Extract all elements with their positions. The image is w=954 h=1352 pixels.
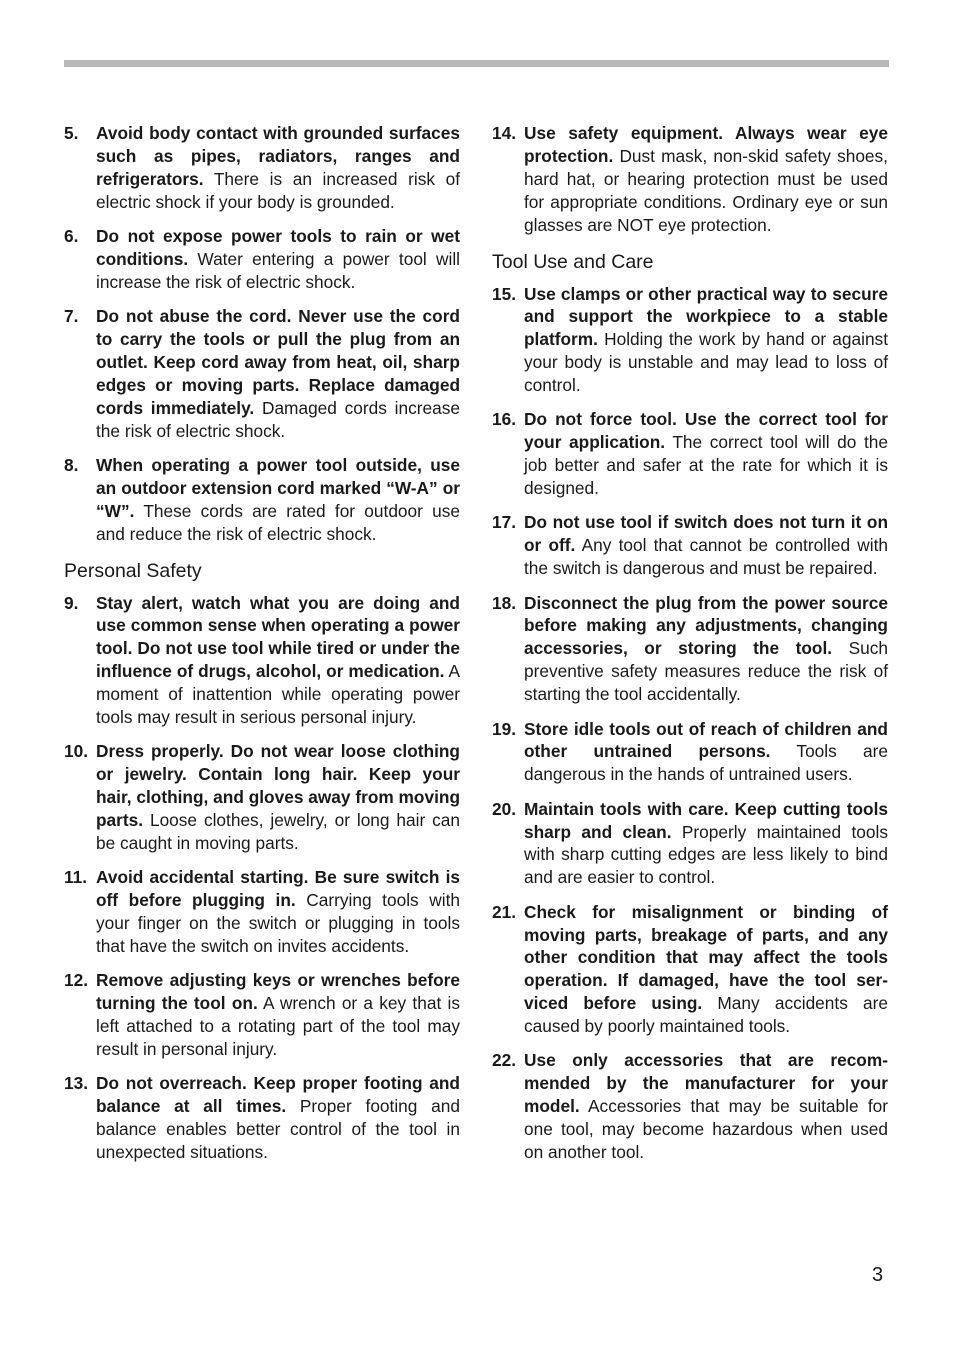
item-bold-text: Maintain tools with care. Keep cutting tools sharp and clean.: [524, 798, 888, 842]
item-bold-text: Avoid accidental starting. Be sure switch is off before plugging in.: [96, 867, 460, 911]
item-number: 6.: [64, 226, 79, 247]
item-body-text: There is an increased risk of electric shock if your body is grounded.: [96, 168, 460, 212]
item-body-text: A moment of inattention while operating power tools may result in serious personal injury.: [96, 661, 460, 728]
item-text: [96, 1072, 460, 1164]
list-item: [492, 408, 888, 500]
item-body-text: Properly maintained tools with sharp cutting edges are less likely to bind and are easier to control.: [524, 821, 888, 888]
right-column: [492, 122, 888, 1175]
item-bold-text: Store idle tools out of reach of children and other untrained persons.: [524, 718, 888, 762]
item-text: [96, 592, 460, 729]
item-body-text: Such preventive safety measures reduce the risk of starting the tool accidentally.: [524, 638, 888, 705]
item-body-text: Water entering a power tool will increase the risk of electric shock.: [96, 248, 460, 292]
item-text: [524, 592, 888, 707]
list-item: [492, 798, 888, 890]
list-item: [64, 866, 460, 958]
item-bold-text: Avoid body contact with grounded surfaces such as pipes, radiators, ranges and refrigerators.: [96, 123, 460, 189]
list-item: [492, 511, 888, 580]
item-bold-text: Use clamps or other practical way to secure and support the workpiece to a stable platform.: [524, 283, 888, 350]
item-number: 10.: [64, 741, 89, 762]
item-number: 7.: [64, 306, 79, 327]
item-number: 12.: [64, 970, 89, 991]
item-text: [96, 305, 460, 442]
item-body-text: Carrying tools with your finger on the switch or plugging in tools that have the switch on invites accidents.: [96, 890, 460, 957]
item-text: [524, 901, 888, 1038]
item-number: 9.: [64, 592, 79, 613]
item-text: [524, 511, 888, 580]
item-bold-text: Check for misalignment or binding of moving parts, breakage of parts, and any other condition that may affect the tools operation. If damaged, have the tool serviced before using.: [524, 901, 888, 1014]
item-text: [524, 283, 888, 398]
item-number: 5.: [64, 123, 79, 143]
list-item: [64, 969, 460, 1061]
item-bold-text: Stay alert, watch what you are doing and use common sense when operating a power tool. Do not use tool while tired or under the influence of drugs, alcohol, or medication.: [96, 592, 460, 682]
section-heading: Tool Use and Care: [492, 250, 654, 273]
item-bold-text: Do not overreach. Keep proper footing and balance at all times.: [96, 1073, 460, 1117]
item-body-text: Tools are dangerous in the hands of untrained users.: [524, 741, 889, 785]
item-bold-text: Use only accessories that are recommended by the manufacturer for your model.: [524, 1050, 888, 1117]
item-bold-text: Do not use tool if switch does not turn it on or off.: [524, 512, 888, 556]
item-bold-text: Do not force tool. Use the correct tool for your application.: [524, 409, 888, 453]
item-body-text: Proper footing and balance enables better control of the tool in unexpected situations.: [96, 1096, 460, 1163]
list-item: [492, 1049, 888, 1164]
list-item: [492, 592, 888, 707]
item-text: [524, 718, 888, 787]
item-text: [96, 740, 460, 855]
item-bold-text: When operating a power tool outside, use an outdoor extension cord marked “W-A” or “W”.: [96, 454, 460, 521]
item-number: 13.: [64, 1073, 89, 1094]
item-text: [96, 454, 460, 546]
item-body-text: The correct tool will do the job better and safer at the rate for which it is designed.: [524, 432, 888, 499]
item-text: [524, 798, 888, 890]
item-text: [96, 122, 460, 214]
item-number: 21.: [492, 901, 517, 922]
item-text: [524, 122, 888, 237]
item-bold-text: Disconnect the plug from the power source before making any adjustments, changing accessories, or storing the tool.: [524, 592, 888, 659]
item-body-text: Loose clothes, jewelry, or long hair can be caught in moving parts.: [96, 810, 460, 854]
list-item: [64, 122, 460, 214]
item-bold-text: Do not expose power tools to rain or wet conditions.: [96, 226, 460, 269]
item-bold-text: Dress properly. Do not wear loose clothing or jewelry. Contain long hair. Keep your hair, clothing, and gloves away from moving parts.: [96, 741, 460, 831]
item-bold-text: Remove adjusting keys or wrenches before turning the tool on.: [96, 970, 460, 1014]
list-item: [64, 1072, 460, 1164]
list-item: [64, 592, 460, 729]
item-body-text: Holding the work by hand or against your body is unstable and may lead to loss of control.: [524, 329, 888, 396]
item-body-text: Accessories that may be suitable for one tool, may become hazardous when used on another tool.: [524, 1096, 888, 1163]
item-text: [96, 866, 460, 958]
item-text: [96, 225, 460, 294]
item-number: 17.: [492, 512, 517, 533]
item-number: 18.: [492, 592, 517, 613]
list-item: [492, 901, 888, 1038]
item-bold-text: Use safety equipment. Always wear eye protection.: [524, 123, 888, 166]
item-body-text: Any tool that cannot be controlled with the switch is dangerous and must be repaired.: [524, 535, 889, 579]
list-item: [492, 718, 888, 787]
list-item: [64, 305, 460, 442]
item-body-text: Dust mask, non-skid safety shoes, hard hat, or hearing protection must be used for appropriate conditions. Ordinary eye or sun glasses are NOT eye protection.: [524, 145, 888, 235]
item-number: 11.: [64, 867, 88, 888]
item-body-text: A wrench or a key that is left attached to a rotating part of the tool may result in personal injury.: [96, 993, 460, 1060]
item-number: 15.: [492, 283, 517, 304]
list-item: [492, 122, 888, 237]
item-number: 8.: [64, 454, 79, 475]
item-body-text: Many accidents are caused by poorly maintained tools.: [524, 993, 888, 1037]
item-number: 20.: [492, 798, 517, 819]
list-item: [492, 283, 888, 398]
item-number: 16.: [492, 409, 517, 430]
header-rule: [64, 60, 889, 67]
left-column: [64, 122, 460, 1175]
item-number: 19.: [492, 718, 517, 739]
item-text: [524, 1049, 888, 1164]
section-heading: Personal Safety: [64, 559, 202, 582]
item-text: [96, 969, 460, 1061]
item-number: 14.: [492, 123, 517, 143]
list-item: [64, 740, 460, 855]
list-item: [64, 454, 460, 546]
item-number: 22.: [492, 1050, 517, 1071]
item-body-text: Damaged cords increase the risk of electric shock.: [96, 397, 460, 441]
item-bold-text: Do not abuse the cord. Never use the cord to carry the tools or pull the plug from an outlet. Keep cord away from heat, oil, sharp edges or moving parts. Replace damaged cords immediately.: [96, 306, 460, 418]
page-number: 3: [872, 1264, 884, 1286]
list-item: [64, 225, 460, 294]
item-body-text: These cords are rated for outdoor use and reduce the risk of electric shock.: [96, 500, 460, 544]
item-text: [524, 408, 888, 500]
